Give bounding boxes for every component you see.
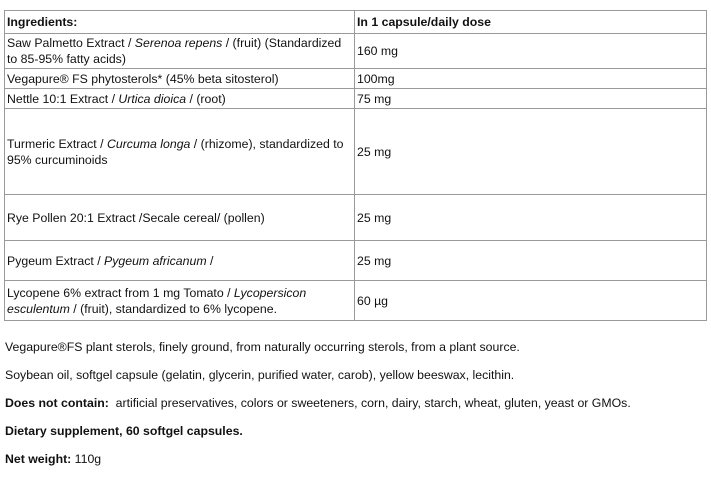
dose-cell: 60 µg bbox=[355, 281, 707, 321]
latin-name: Curcuma longa bbox=[106, 136, 191, 151]
dose-cell: 100mg bbox=[355, 69, 707, 89]
supplement-note: Dietary supplement, 60 softgel capsules. bbox=[5, 424, 243, 438]
dose-cell: 25 mg bbox=[355, 109, 707, 195]
table-row bbox=[5, 34, 707, 69]
table-row bbox=[5, 241, 707, 281]
ingredient-cell: Rye Pollen 20:1 Extract /Secale cereal/ (pollen) bbox=[5, 195, 355, 241]
notes-section bbox=[5, 339, 705, 479]
table-row bbox=[5, 109, 707, 195]
net-weight-label: Net weight: bbox=[5, 452, 72, 466]
header-ingredients: Ingredients: bbox=[5, 11, 355, 34]
table-row bbox=[5, 89, 707, 109]
net-weight-note: Net weight: 110g bbox=[5, 452, 102, 466]
ingredient-cell: Pygeum Extract / Pygeum africanum / bbox=[5, 241, 355, 281]
ingredient-cell: Saw Palmetto Extract / Serenoa repens / (fruit) (Standardized to 85-95% fatty acids) bbox=[5, 34, 355, 69]
header-dose: In 1 capsule/daily dose bbox=[355, 11, 707, 34]
ingredients-table bbox=[4, 10, 707, 321]
does-not-contain-label: Does not contain: bbox=[5, 396, 109, 410]
dose-cell: 75 mg bbox=[355, 89, 707, 109]
table-row bbox=[5, 281, 707, 321]
table-row bbox=[5, 69, 707, 89]
latin-name: Lycopersicon esculentum bbox=[7, 285, 307, 316]
table-row bbox=[5, 195, 707, 241]
other-ingredients-note: Soybean oil, softgel capsule (gelatin, glycerin, purified water, carob), yellow beeswax, lecithin. bbox=[5, 368, 515, 382]
latin-name: Urtica dioica bbox=[118, 91, 187, 106]
dose-cell: 25 mg bbox=[355, 241, 707, 281]
dose-cell: 160 mg bbox=[355, 34, 707, 69]
ingredient-cell: Nettle 10:1 Extract / Urtica dioica / (root) bbox=[5, 89, 355, 109]
sterols-note: Vegapure®FS plant sterols, finely ground, from naturally occurring sterols, from a plant source. bbox=[5, 340, 520, 354]
latin-name: Pygeum africanum bbox=[104, 253, 207, 268]
table-header-row bbox=[5, 11, 707, 34]
ingredient-cell: Vegapure® FS phytosterols* (45% beta sitosterol) bbox=[5, 69, 355, 89]
ingredient-cell: Turmeric Extract / Curcuma longa / (rhizome), standardized to 95% curcuminoids bbox=[5, 109, 355, 195]
ingredient-cell: Lycopene 6% extract from 1 mg Tomato / Lycopersicon esculentum / (fruit), standardized to 6% lycopene. bbox=[5, 281, 355, 321]
dose-cell: 25 mg bbox=[355, 195, 707, 241]
does-not-contain-note: Does not contain: artificial preservatives, colors or sweeteners, corn, dairy, starch, wheat, gluten, yeast or GMOs. bbox=[5, 396, 631, 410]
latin-name: Serenoa repens bbox=[134, 36, 223, 50]
